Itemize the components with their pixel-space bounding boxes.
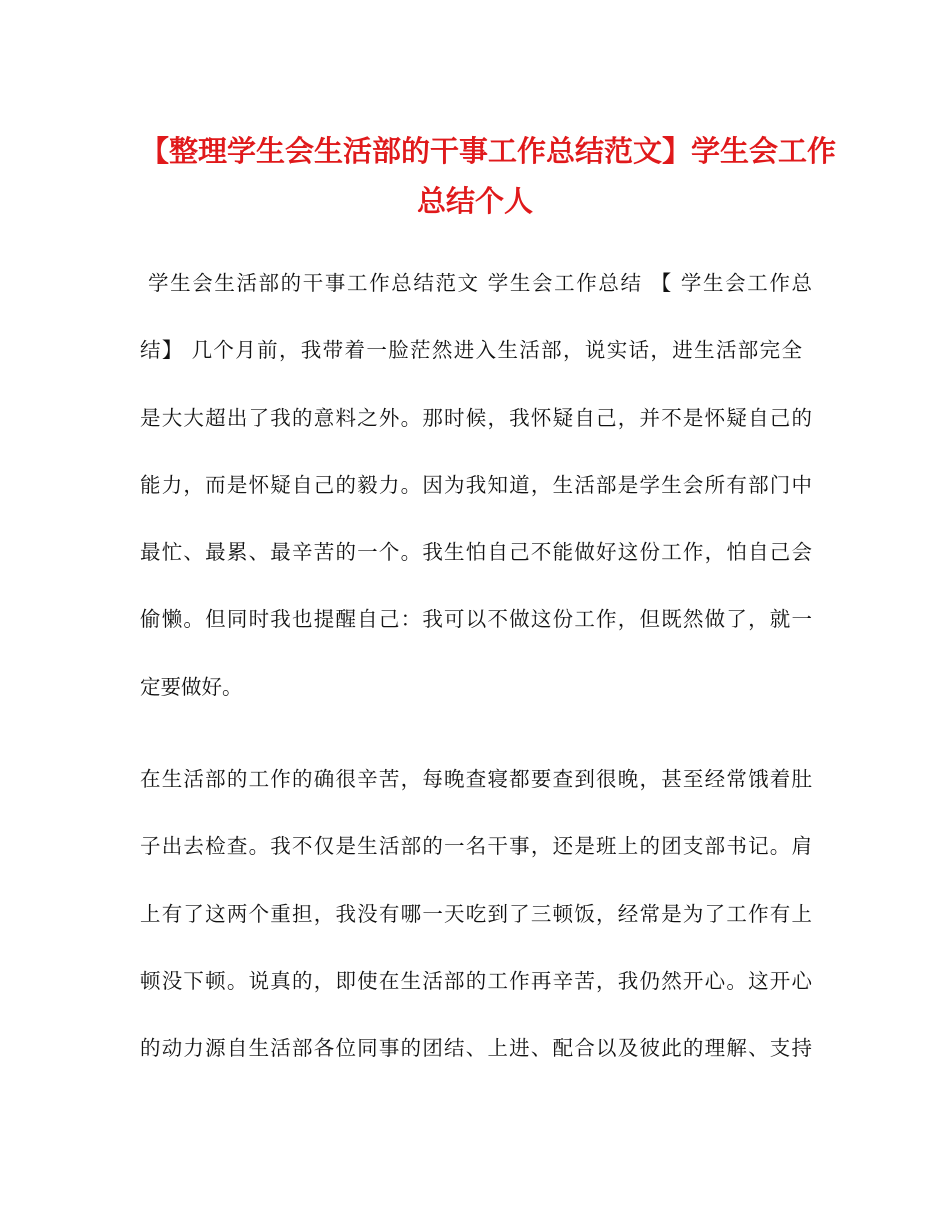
title-line: 总结个人 xyxy=(416,184,533,218)
text-line: 子出去检查。我不仅是生活部的一名干事，还是班上的团支部书记。肩 xyxy=(140,834,812,859)
paragraph-2 xyxy=(140,746,812,1082)
text-line: 能力，而是怀疑自己的毅力。因为我知道，生活部是学生会所有部门中 xyxy=(140,472,812,497)
text-line: 学生会生活部的干事工作总结范文 学生会工作总结 【 学生会工作总 xyxy=(148,271,812,295)
text-line: 偷懒。但同时我也提醒自己：我可以不做这份工作，但既然做了，就一 xyxy=(140,607,812,632)
paragraph-1 xyxy=(140,250,812,721)
text-line: 是大大超出了我的意料之外。那时候，我怀疑自己，并不是怀疑自己的 xyxy=(140,405,812,430)
text-line: 上有了这两个重担，我没有哪一天吃到了三顿饭，经常是为了工作有上 xyxy=(140,901,812,926)
text-line: 定要做好。 xyxy=(140,674,243,699)
text-line: 的动力源自生活部各位同事的团结、上进、配合以及彼此的理解、支持 xyxy=(140,1036,812,1061)
document-title xyxy=(140,126,837,226)
text-line: 结】 几个月前，我带着一脸茫然进入生活部，说实话，进生活部完全 xyxy=(140,338,802,363)
title-line: 【整理学生会生活部的干事工作总结范文】学生会工作 xyxy=(140,134,837,168)
text-line: 最忙、最累、最辛苦的一个。我生怕自己不能做好这份工作，怕自己会 xyxy=(140,540,812,565)
text-line: 在生活部的工作的确很辛苦，每晚查寝都要查到很晚，甚至经常饿着肚 xyxy=(140,767,812,791)
text-line: 顿没下顿。说真的，即使在生活部的工作再辛苦，我仍然开心。这开心 xyxy=(140,968,812,993)
